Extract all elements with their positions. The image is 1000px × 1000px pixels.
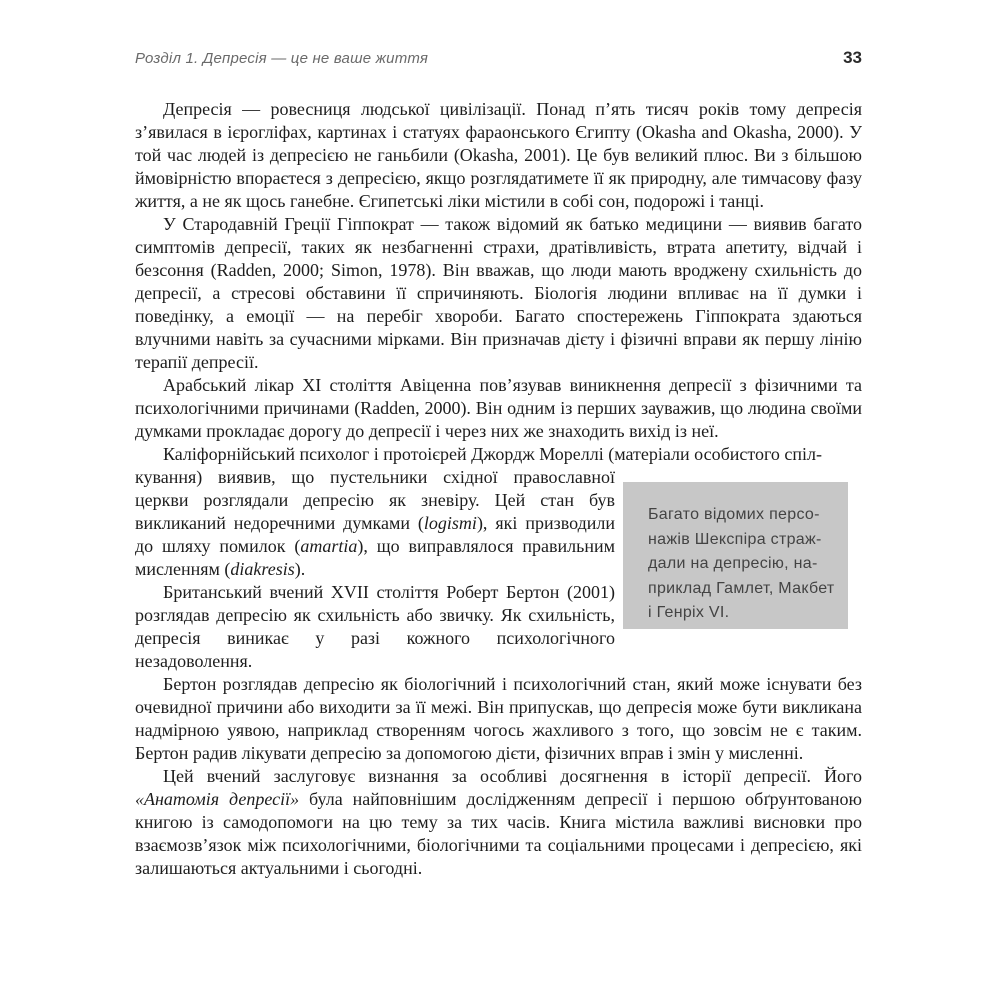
italic-term-diakresis: diakresis	[230, 559, 295, 579]
italic-book-title: «Анатомія депресії»	[135, 789, 300, 809]
page-number: 33	[843, 48, 862, 67]
paragraph-4-text: кування) виявив, що пустельники східної православної церкви розглядали депресію як зневіру. Цей стан був викликаний недоречними думками (	[135, 467, 615, 533]
paragraph-7	[135, 765, 862, 880]
paragraph-1: Депресія — ровесниця людської цивілізації. Понад п’ять тисяч років тому депресія з’явилася в ієрогліфах, картинах і статуях фараонського Єгипту (Okasha and Okasha, 2000). У той час людей із депресією не ганьбили (Okasha, 2001). Це був великий плюс. Ви з більшою ймовірністю впораєтеся з депресією, якщо розглядатимете її як природну, але тимчасову фазу життя, а не як щось ганебне. Єгипетські ліки містили в собі сон, подорожі і танці.	[135, 99, 862, 211]
paragraph-3: Арабський лікар XI століття Авіценна пов’язував виникнення депресії з фізичними та психологічними причинами (Radden, 2000). Він одним із перших зауважив, що людина своїми думками прокладає дорогу до депресії і через них же знаходить вихід із неї.	[135, 375, 862, 441]
italic-term-logismi: logismi	[423, 513, 477, 533]
italic-term-amartia: amartia	[300, 536, 358, 556]
callout-line: Багато відомих персо-	[648, 506, 820, 523]
paragraph-7-text: Цей вчений заслуговує визнання за особливі досягнення в історії депресії. Його	[163, 766, 862, 786]
chapter-title: Розділ 1. Депресія — це не ваше життя	[135, 50, 429, 67]
page-content	[135, 48, 862, 880]
paragraph-6: Бертон розглядав депресію як біологічний і психологічний стан, який може існувати без очевидної причини або виходити за її межі. Він припускав, що депресія може бути викликана надмірною уявою, наприклад створенням чогось жахливого з того, що зовсім не є таким. Бертон радив лікувати депресію за допомогою дієти, фізичних вправ і змін у мисленні.	[135, 674, 862, 763]
paragraph-7-text: була найповнішим дослідженням депресії і першою обґрунтованою книгою із самодопомоги на цю тему за тих часів. Книга містила важливі висновки про взаємозв’язок між психологічними, біологічними та соціальними процесами і депресією, які залишаються актуальними і сьогодні.	[135, 789, 862, 878]
text-wrap-section	[135, 466, 862, 673]
body-text	[135, 98, 862, 880]
callout-box	[623, 482, 848, 629]
callout-line: дали на депресію, на-	[648, 555, 818, 572]
narrow-text-column	[135, 466, 615, 673]
callout-line: нажів Шекспіра страж-	[648, 530, 822, 548]
callout-line: приклад Гамлет, Макбет	[648, 579, 835, 597]
paragraph-4-continuation	[135, 466, 615, 581]
paragraph-5: Британський вчений XVII століття Роберт Бертон (2001) розглядав депресію як схильність або звичку. Як схильність, депресія виникає у разі кожного психологічного незадоволення.	[135, 582, 615, 671]
paragraph-4-first-line: Каліфорнійський психолог і протоієрей Джордж Мореллі (матеріали особистого спіл-	[163, 444, 823, 464]
paragraph-4-text: ).	[294, 559, 306, 579]
paragraph-2: У Стародавній Греції Гіппократ — також відомий як батько медицини — виявив багато симптомів депресії, таких як незбагненні страхи, дратівливість, втрата апетиту, відчай і безсоння (Radden, 2000; Simon, 1978). Він вважав, що люди мають вроджену схильність до депресії, а стресові обставини її спричиняють. Біологія людини впливає на її думки і поведінку, а емоції — на перебіг хвороби. Багато спостережень Гіппократа здаються влучними навіть за сучасними мірками. Він призначав дієту і фізичні вправи як першу лінію терапії депресії.	[135, 214, 862, 372]
paragraph-4-text: ), що виправлялося правильним мисленням (	[135, 536, 615, 579]
callout-line: і Генріх VI.	[648, 604, 730, 621]
paragraph-4-text: ), які призводили до шляху помилок (	[135, 513, 615, 556]
running-header	[135, 48, 862, 68]
